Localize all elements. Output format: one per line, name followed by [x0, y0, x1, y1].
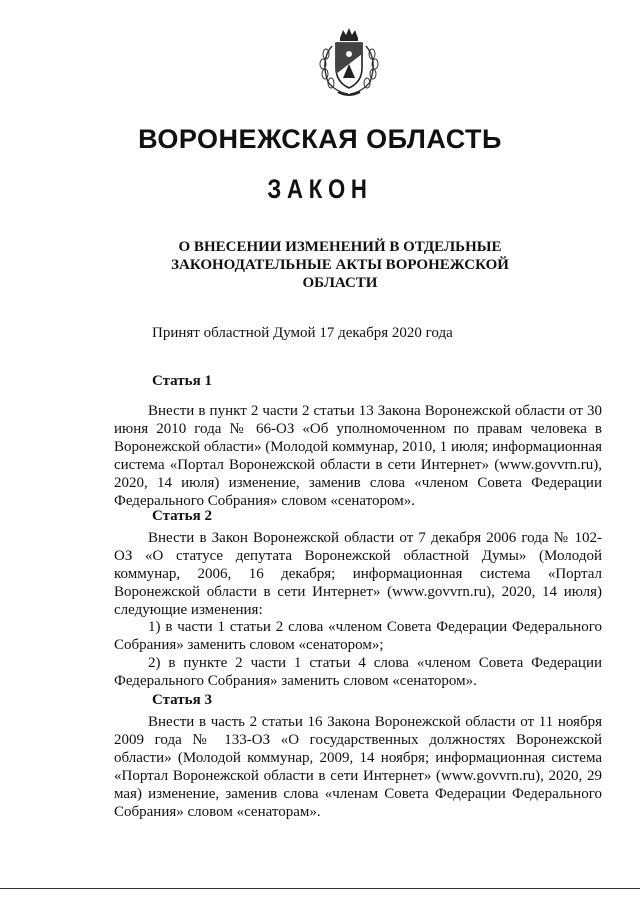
article-1-paragraph: Внести в пункт 2 части 2 статьи 13 Закона Воронежской области от 30 июня 2010 года № 66-ОЗ «Об уполномоченном по правам человека в Воронежской области» (Молодой коммунар, 2010, 1 июля; информационная система «Портал Воронежской области в сети Интернет» (www.govvrn.ru), 2020, 14 июля) изменение, заменив слова «членом Совета Федерации Федерального Собрания» словом «сенатором».: [114, 403, 602, 509]
article-1-heading: Статья 1: [152, 373, 212, 389]
article-3-paragraph: Внести в часть 2 статьи 16 Закона Воронежской области от 11 ноября 2009 года № 133-ОЗ «О государственных должностях Воронежской области» (Молодой коммунар, 2009, 14 ноября; информационная система «Портал Воронежской области в сети Интернет» (www.govvrn.ru), 2020, 29 мая) изменение, заменив слова «членам Совета Федерации Федерального Собрания» словом «сенаторам».: [114, 714, 602, 820]
adoption-date: Принят областной Думой 17 декабря 2020 года: [152, 325, 453, 341]
law-title: О ВНЕСЕНИИ ИЗМЕНЕНИЙ В ОТДЕЛЬНЫЕ ЗАКОНОДАТЕЛЬНЫЕ АКТЫ ВОРОНЕЖСКОЙ ОБЛАСТИ: [171, 239, 509, 291]
document-type: ЗАКОН: [267, 174, 373, 204]
region-title: ВОРОНЕЖСКАЯ ОБЛАСТЬ: [138, 124, 502, 154]
article-2-heading: Статья 2: [152, 508, 212, 524]
article-2-item-1: 1) в части 1 статьи 2 слова «членом Совета Федерации Федерального Собрания» заменить словом «сенатором»;: [114, 619, 602, 653]
page-edge-line: [0, 888, 640, 889]
article-2-paragraph: Внести в Закон Воронежской области от 7 декабря 2006 года № 102-ОЗ «О статусе депутата Воронежской областной Думы» (Молодой коммунар, 2006, 16 декабря; информационная система «Портал Воронежской области в сети Интернет» (www.govvrn.ru), 2020, 14 июля) следующие изменения:: [114, 530, 602, 618]
article-3-heading: Статья 3: [152, 692, 212, 708]
article-2-item-2: 2) в пункте 2 части 1 статьи 4 слова «членом Совета Федерации Федерального Собрания» заменить словом «сенатором».: [114, 655, 602, 689]
coat-of-arms-icon: [310, 24, 388, 102]
